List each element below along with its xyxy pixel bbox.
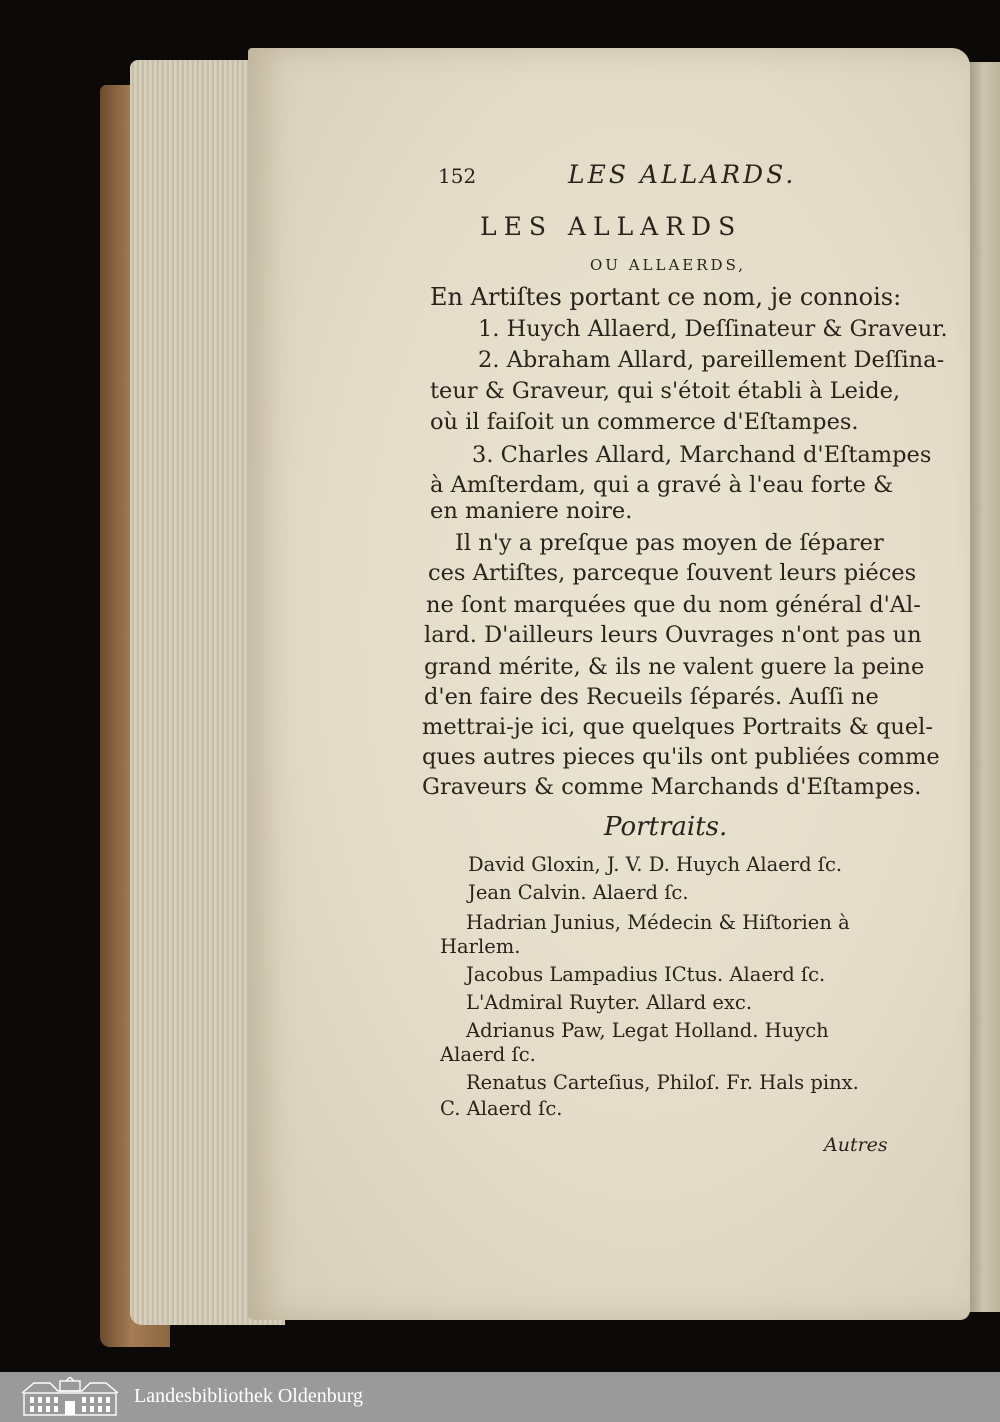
footer-bar (0, 1372, 1000, 1422)
body-line: d'en faire des Recueils ſéparés. Auſſi ne (424, 684, 879, 710)
body-line: ques autres pieces qu'ils ont publiées comme (422, 744, 940, 770)
library-name: Landesbibliothek Oldenburg (134, 1385, 364, 1407)
body-line: à Amſterdam, qui a gravé à l'eau forte & (430, 472, 894, 498)
running-head (438, 160, 858, 192)
running-title: LES ALLARDS. (568, 160, 797, 189)
portrait-entry: L'Admiral Ruyter. Allard exc. (466, 991, 753, 1014)
chapter-subtitle: OU ALLAERDS, (590, 256, 747, 274)
body-line: En Artiſtes portant ce nom, je connois: (430, 283, 902, 311)
body-line: Il n'y a preſque pas moyen de ſéparer (455, 530, 884, 556)
page-number: 152 (438, 164, 477, 188)
portrait-entry: Adrianus Paw, Legat Holland. Huych (466, 1019, 829, 1042)
body-line: 3. Charles Allard, Marchand d'Eſtampes (472, 442, 932, 468)
body-line: ces Artiſtes, parceque ſouvent leurs piéces (428, 560, 917, 586)
body-line: Graveurs & comme Marchands d'Eſtampes. (422, 774, 922, 800)
body-line: 2. Abraham Allard, pareillement Deſſina- (478, 347, 945, 373)
body-line: où il faiſoit un commerce d'Eſtampes. (430, 409, 859, 435)
portrait-entry: Hadrian Junius, Médecin & Hiſtorien à (466, 911, 850, 934)
body-line: lard. D'ailleurs leurs Ouvrages n'ont pas un (424, 622, 922, 648)
portrait-entry: David Gloxin, J. V. D. Huych Alaerd ſc. (468, 853, 843, 876)
body-line: en maniere noire. (430, 498, 633, 524)
portrait-entry: Jean Calvin. Alaerd ſc. (468, 881, 689, 904)
body-line: ne ſont marquées que du nom général d'Al- (426, 592, 921, 618)
portrait-entry: Jacobus Lampadius ICtus. Alaerd ſc. (466, 963, 826, 986)
portrait-entry: Renatus Carteſius, Philoſ. Fr. Hals pinx. (466, 1071, 859, 1094)
portrait-entry: Harlem. (440, 935, 521, 958)
portrait-entry: C. Alaerd ſc. (440, 1097, 563, 1120)
body-line: mettrai-je ici, que quelques Portraits & quel- (422, 714, 933, 740)
body-line: teur & Graveur, qui s'étoit établi à Leide, (430, 378, 901, 404)
portrait-entry: Alaerd ſc. (440, 1043, 536, 1066)
portraits-heading: Portraits. (604, 812, 728, 842)
library-building-icon (20, 1377, 120, 1417)
body-line: grand mérite, & ils ne valent guere la peine (424, 654, 925, 680)
catchword: Autres (824, 1134, 888, 1156)
body-line: 1. Huych Allaerd, Deſſinateur & Graveur. (478, 316, 948, 342)
chapter-title: LES ALLARDS (480, 212, 743, 241)
